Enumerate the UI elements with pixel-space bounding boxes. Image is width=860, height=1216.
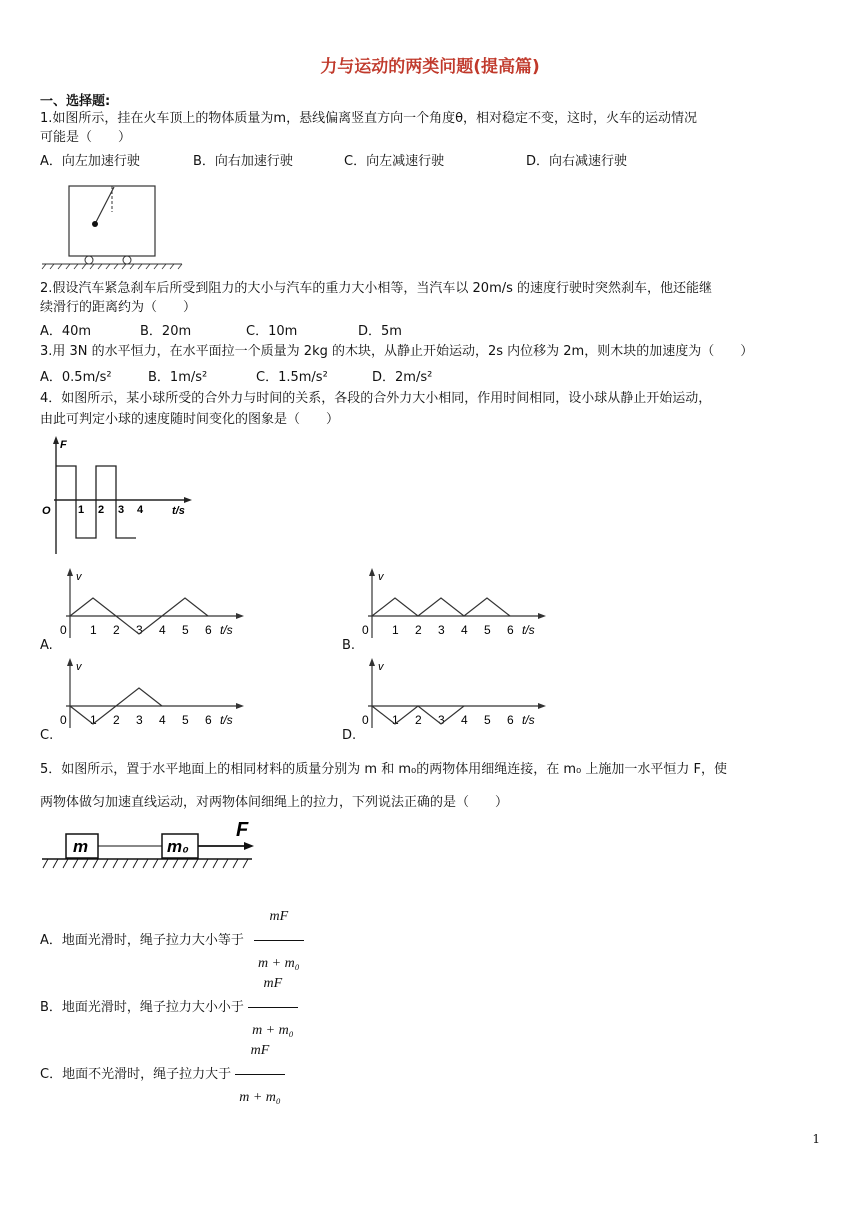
q5-option-c-fraction <box>235 1030 285 1119</box>
velocity-axis-label: v <box>76 571 82 583</box>
force-label: F <box>236 819 249 841</box>
time-tick-label: 4 <box>461 623 468 637</box>
page-number: 1 <box>812 1132 820 1146</box>
q1-line1: 1.如图所示，挂在火车顶上的物体质量为m，悬线偏离竖直方向一个角度θ，相对稳定不变，这时，火车的运动情况 <box>40 111 698 126</box>
time-tick-label: 2 <box>113 623 120 637</box>
fraction-numerator: mF <box>254 896 304 941</box>
q5-option-c-text: C．地面不光滑时，绳子拉力大于 <box>40 1067 232 1082</box>
q3-option-c: C．1.5m/s² <box>256 370 328 385</box>
q2-line1: 2.假设汽车紧急刹车后所受到阻力的大小与汽车的重力大小相等，当汽车以 20m/s 的速度行驶时突然刹车，他还能继 <box>40 281 713 296</box>
origin-label: O <box>42 505 51 517</box>
time-tick-label: 5 <box>182 623 189 637</box>
time-tick-label: 1 <box>90 713 97 727</box>
q4-line1: 4．如图所示，某小球所受的合外力与时间的关系，各段的合外力大小相同，作用时间相同，设小球从静止开始运动， <box>40 391 712 406</box>
time-tick-label: 5 <box>484 713 491 727</box>
velocity-graph-d <box>360 656 570 736</box>
time-tick-label: 3 <box>438 623 445 637</box>
q3-line1: 3.用 3N 的水平恒力，在水平面拉一个质量为 2kg 的木块，从静止开始运动，2s 内位移为 2m，则木块的加速度为（ ） <box>40 344 754 359</box>
time-axis-label: t/s <box>522 713 535 727</box>
q5-option-b-text: B．地面光滑时，绳子拉力大小小于 <box>40 1000 244 1015</box>
q1-line2: 可能是（ ） <box>40 130 132 145</box>
time-tick-label: 1 <box>392 623 399 637</box>
q1-option-d: D．向右减速行驶 <box>526 154 628 169</box>
time-tick-label: 5 <box>484 623 491 637</box>
time-tick-label: 6 <box>205 713 212 727</box>
q2-option-a: A．40m <box>40 324 92 339</box>
q2-option-b: B．20m <box>140 324 192 339</box>
force-time-graph <box>40 434 195 560</box>
block-m-label: m <box>73 837 89 856</box>
q1-option-c: C．向左减速行驶 <box>344 154 445 169</box>
q5-option-c <box>40 1030 285 1119</box>
fraction-denominator: m + m₀ <box>239 1090 281 1105</box>
velocity-axis-label: v <box>76 661 82 673</box>
time-axis-label: t/s <box>522 623 535 637</box>
force-axis-label: F <box>60 439 67 451</box>
time-axis-label: t/s <box>220 623 233 637</box>
time-tick-label: 1 <box>90 623 97 637</box>
velocity-axis-label: v <box>378 571 384 583</box>
time-tick-label: 4 <box>159 713 166 727</box>
q2-option-c: C．10m <box>246 324 298 339</box>
section-heading: 一、选择题: <box>40 94 111 109</box>
time-tick-label: 2 <box>415 713 422 727</box>
force-tick-4: 4 <box>137 504 144 516</box>
force-tick-2: 2 <box>98 504 105 516</box>
q3-option-d: D．2m/s² <box>372 370 433 385</box>
q5-line1: 5．如图所示，置于水平地面上的相同材料的质量分别为 m 和 m₀的两物体用细绳连接，在 m₀ 上施加一水平恒力 F，使 <box>40 762 727 777</box>
time-tick-label: 4 <box>159 623 166 637</box>
q4-option-c-letter: C. <box>40 728 54 743</box>
time-tick-label: 3 <box>136 713 143 727</box>
time-tick-label: 6 <box>205 623 212 637</box>
velocity-axis-label: v <box>378 661 384 673</box>
train-pendulum-figure <box>40 180 190 270</box>
q4-option-d-letter: D. <box>342 728 357 743</box>
time-tick-label: 4 <box>461 713 468 727</box>
time-tick-label: 2 <box>415 623 422 637</box>
time-tick-label: 6 <box>507 623 514 637</box>
time-tick-label: 3 <box>136 623 143 637</box>
two-blocks-figure <box>40 818 270 874</box>
time-tick-label: 0 <box>60 623 67 637</box>
time-tick-label: 1 <box>392 713 399 727</box>
q5-option-a-text: A．地面光滑时，绳子拉力大小等于 <box>40 933 244 948</box>
q5-line2: 两物体做匀加速直线运动，对两物体间细绳上的拉力，下列说法正确的是（ ） <box>40 795 509 810</box>
time-axis-label: t/s <box>172 505 185 517</box>
q3-option-a: A．0.5m/s² <box>40 370 112 385</box>
time-tick-label: 0 <box>362 623 369 637</box>
velocity-graph-a <box>58 566 268 646</box>
time-tick-label: 5 <box>182 713 189 727</box>
time-tick-label: 0 <box>60 713 67 727</box>
time-tick-label: 6 <box>507 713 514 727</box>
force-tick-3: 3 <box>118 504 125 516</box>
block-m0-label: m₀ <box>167 837 189 856</box>
time-axis-label: t/s <box>220 713 233 727</box>
force-tick-1: 1 <box>78 504 85 516</box>
q2-line2: 续滑行的距离约为（ ） <box>40 300 197 315</box>
velocity-graph-c <box>58 656 268 736</box>
time-tick-label: 2 <box>113 713 120 727</box>
velocity-graph-b <box>360 566 570 646</box>
q2-option-d: D．5m <box>358 324 402 339</box>
q1-option-b: B．向右加速行驶 <box>193 154 293 169</box>
velocity-curve <box>372 598 510 616</box>
fraction-numerator: mF <box>235 1030 285 1075</box>
fraction-denominator: m + m₀ <box>258 956 300 971</box>
q1-option-a: A．向左加速行驶 <box>40 154 140 169</box>
time-tick-label: 0 <box>362 713 369 727</box>
time-tick-label: 3 <box>438 713 445 727</box>
fraction-numerator: mF <box>248 963 298 1008</box>
q4-option-a-letter: A. <box>40 638 53 653</box>
page-title: 力与运动的两类问题(提高篇) <box>320 57 540 77</box>
fraction-denominator: m + m₀ <box>252 1023 294 1038</box>
q4-option-b-letter: B. <box>342 638 356 653</box>
q3-option-b: B．1m/s² <box>148 370 208 385</box>
q4-line2: 由此可判定小球的速度随时间变化的图象是（ ） <box>40 412 340 427</box>
